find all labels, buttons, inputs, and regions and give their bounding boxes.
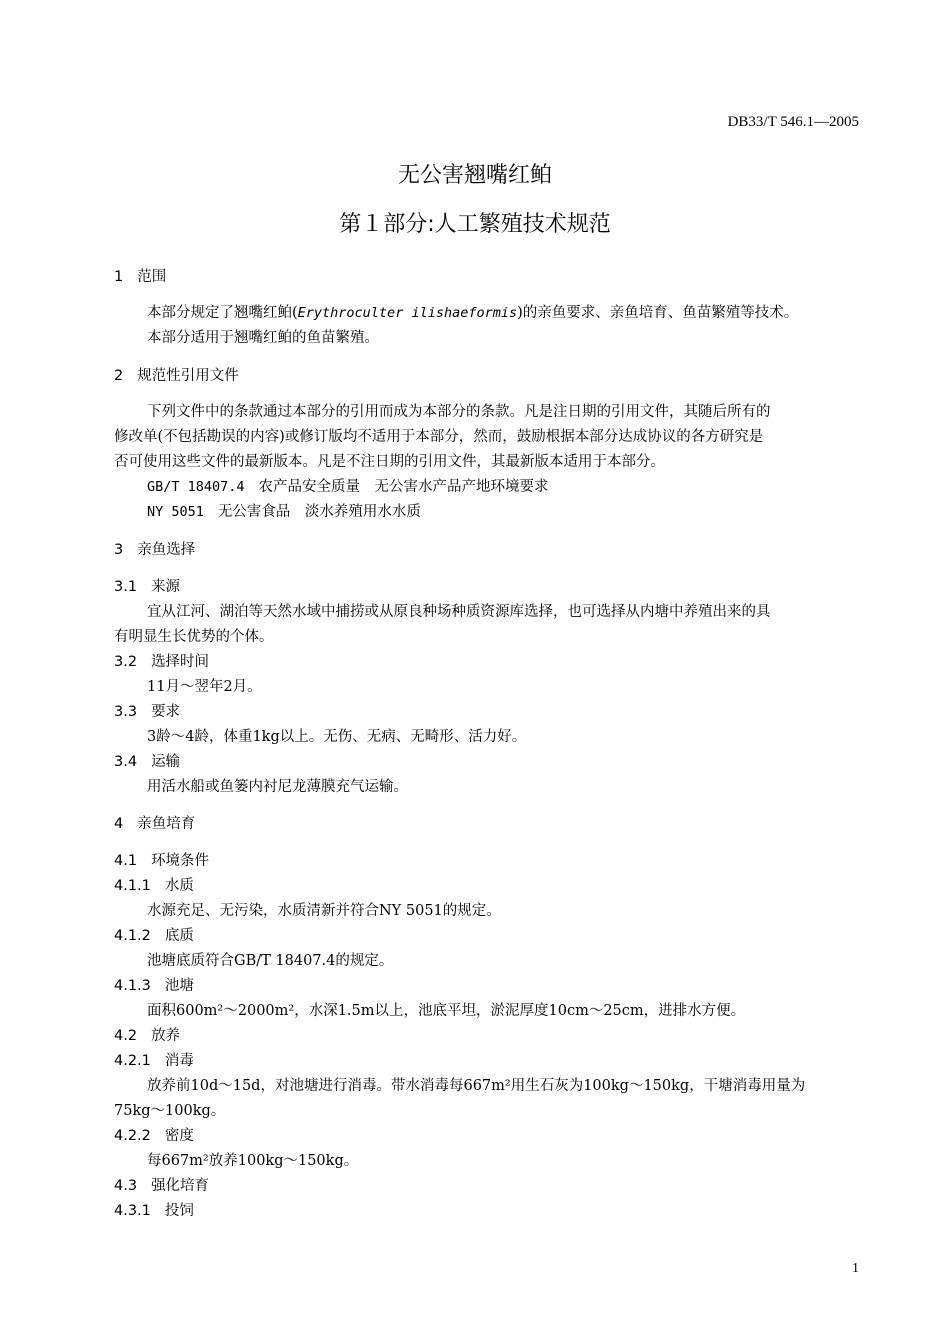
section-1-heading: 1 范围	[114, 269, 167, 285]
clause-3-3-text: 3龄～4龄，体重1kg以上。无伤、无病、无畸形、活力好。	[147, 729, 527, 745]
clause-4-3-heading: 4.3 强化培育	[114, 1178, 210, 1194]
clause-4-2-1-text: 放养前10d～15d，对池塘进行消毒。带水消毒每667m²用生石灰为100kg～150kg，干塘消毒用量为	[147, 1078, 806, 1094]
clause-4-1-2-heading: 4.1.2 底质	[114, 928, 194, 944]
clause-3-1-text: 宜从江河、湖泊等天然水域中捕捞或从原良种场种质资源库选择，也可选择从内塘中养殖出来的具	[147, 604, 771, 620]
clause-3-2-heading: 3.2 选择时间	[114, 654, 210, 670]
clause-4-1-3-heading: 4.1.3 池塘	[114, 978, 194, 994]
section-4-heading: 4 亲鱼培育	[114, 816, 196, 832]
clause-4-2-2-text: 每667m²放养100kg～150kg。	[147, 1153, 359, 1169]
clause-4-1-1-heading: 4.1.1 水质	[114, 878, 194, 894]
normative-reference-1: GB/T 18407.4 农产品安全质量 无公害水产品产地环境要求	[147, 479, 549, 495]
document-title: 无公害翘嘴红鲌	[397, 163, 552, 188]
section-1-paragraph-2: 本部分适用于翘嘴红鲌的鱼苗繁殖。	[147, 330, 379, 346]
section-3-heading: 3 亲鱼选择	[114, 542, 196, 558]
clause-4-1-heading: 4.1 环境条件	[114, 853, 210, 869]
clause-3-4-heading: 3.4 运输	[114, 754, 181, 770]
clause-4-2-1-heading: 4.2.1 消毒	[114, 1053, 194, 1069]
document-subtitle: 第１部分:人工繁殖技术规范	[339, 212, 611, 237]
clause-4-1-2-text: 池塘底质符合GB/T 18407.4的规定。	[147, 953, 394, 969]
page-number: 1	[852, 1261, 859, 1276]
normative-reference-2: NY 5051 无公害食品 淡水养殖用水水质	[147, 504, 421, 520]
clause-3-2-text: 11月～翌年2月。	[147, 679, 262, 695]
latin-species-name: Erythroculter ilishaeformis	[297, 305, 518, 321]
clause-3-4-text: 用活水船或鱼篓内衬尼龙薄膜充气运输。	[147, 779, 408, 795]
clause-4-2-1-text: 75kg～100kg。	[114, 1103, 226, 1119]
section-2-heading: 2 规范性引用文件	[114, 368, 239, 384]
section-2-paragraph-line: 下列文件中的条款通过本部分的引用而成为本部分的条款。凡是注日期的引用文件，其随后所有的	[147, 404, 771, 420]
clause-4-2-2-heading: 4.2.2 密度	[114, 1128, 194, 1144]
clause-3-1-heading: 3.1 来源	[114, 579, 181, 595]
clause-4-2-heading: 4.2 放养	[114, 1028, 181, 1044]
clause-4-3-1-heading: 4.3.1 投饲	[114, 1203, 194, 1219]
clause-4-1-3-text: 面积600m²～2000m²，水深1.5m以上，池底平坦，淤泥厚度10cm～25cm，进排水方便。	[147, 1003, 746, 1019]
clause-3-1-text: 有明显生长优势的个体。	[114, 629, 274, 645]
section-2-paragraph-line: 否可使用这些文件的最新版本。凡是不注日期的引用文件，其最新版本适用于本部分。	[114, 454, 665, 470]
section-2-paragraph-line: 修改单(不包括勘误的内容)或修订版均不适用于本部分，然而，鼓励根据本部分达成协议的各方研究是	[114, 429, 764, 445]
clause-4-1-1-text: 水源充足、无污染，水质清新并符合NY 5051的规定。	[147, 903, 501, 919]
clause-3-3-heading: 3.3 要求	[114, 704, 181, 720]
section-1-paragraph-1: 本部分规定了翘嘴红鲌(Erythroculter ilishaeformis)的亲鱼要求、亲鱼培育、鱼苗繁殖等技术。	[147, 305, 799, 321]
standard-code: DB33/T 546.1—2005	[727, 114, 859, 130]
